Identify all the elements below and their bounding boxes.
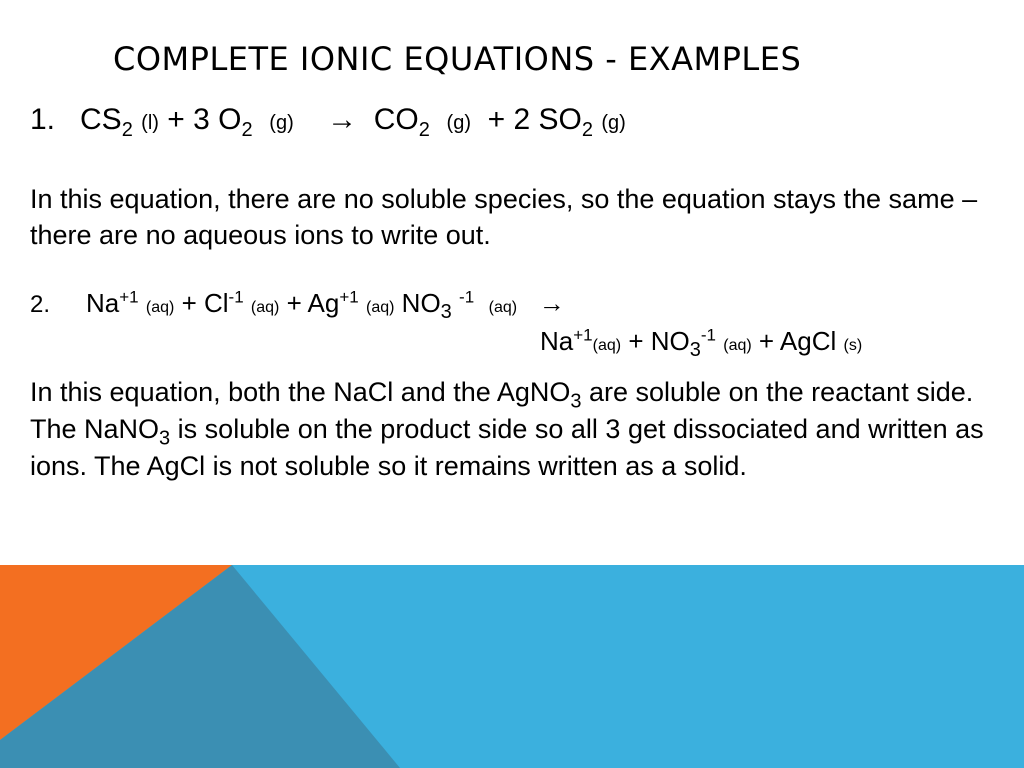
decorative-footer (0, 565, 1024, 768)
slide-title: COMPLETE IONIC EQUATIONS - EXAMPLES (113, 40, 802, 78)
equation-2-number: 2. (30, 291, 51, 318)
paragraph-1: In this equation, there are no soluble species, so the equation stays the same – there are no aqueous ions to write out. (30, 184, 978, 250)
reaction-arrow-icon: → (538, 288, 565, 318)
equation-1-number: 1. (30, 103, 56, 136)
equation-2-products: $Na^{+1}(aq) + NO_3^{-1}$ (aq) + AgCl (s) (540, 325, 863, 362)
equation-1: 1. $CS_2$ (l) + 3 $O_2$ (g) → $CO_2$ (g) + 2 $SO_2$ (g) (30, 103, 626, 141)
paragraph-2: In this equation, both the NaCl and the AgNO$_3$ are soluble on the reactant side. The NaNO$_3$ is soluble on the product side so all 3 get dissociated and written as ions. The AgCl is not soluble so it remains written as a solid. (30, 377, 984, 481)
equation-2-reactants: 2. $Na^{+1}$ $(aq) + Cl^{-1}$ $(aq) + Ag^{+1}$ (aq) $NO_3$ $^{-1}$ (aq) → (30, 287, 565, 324)
reaction-arrow-icon: → (327, 103, 358, 136)
